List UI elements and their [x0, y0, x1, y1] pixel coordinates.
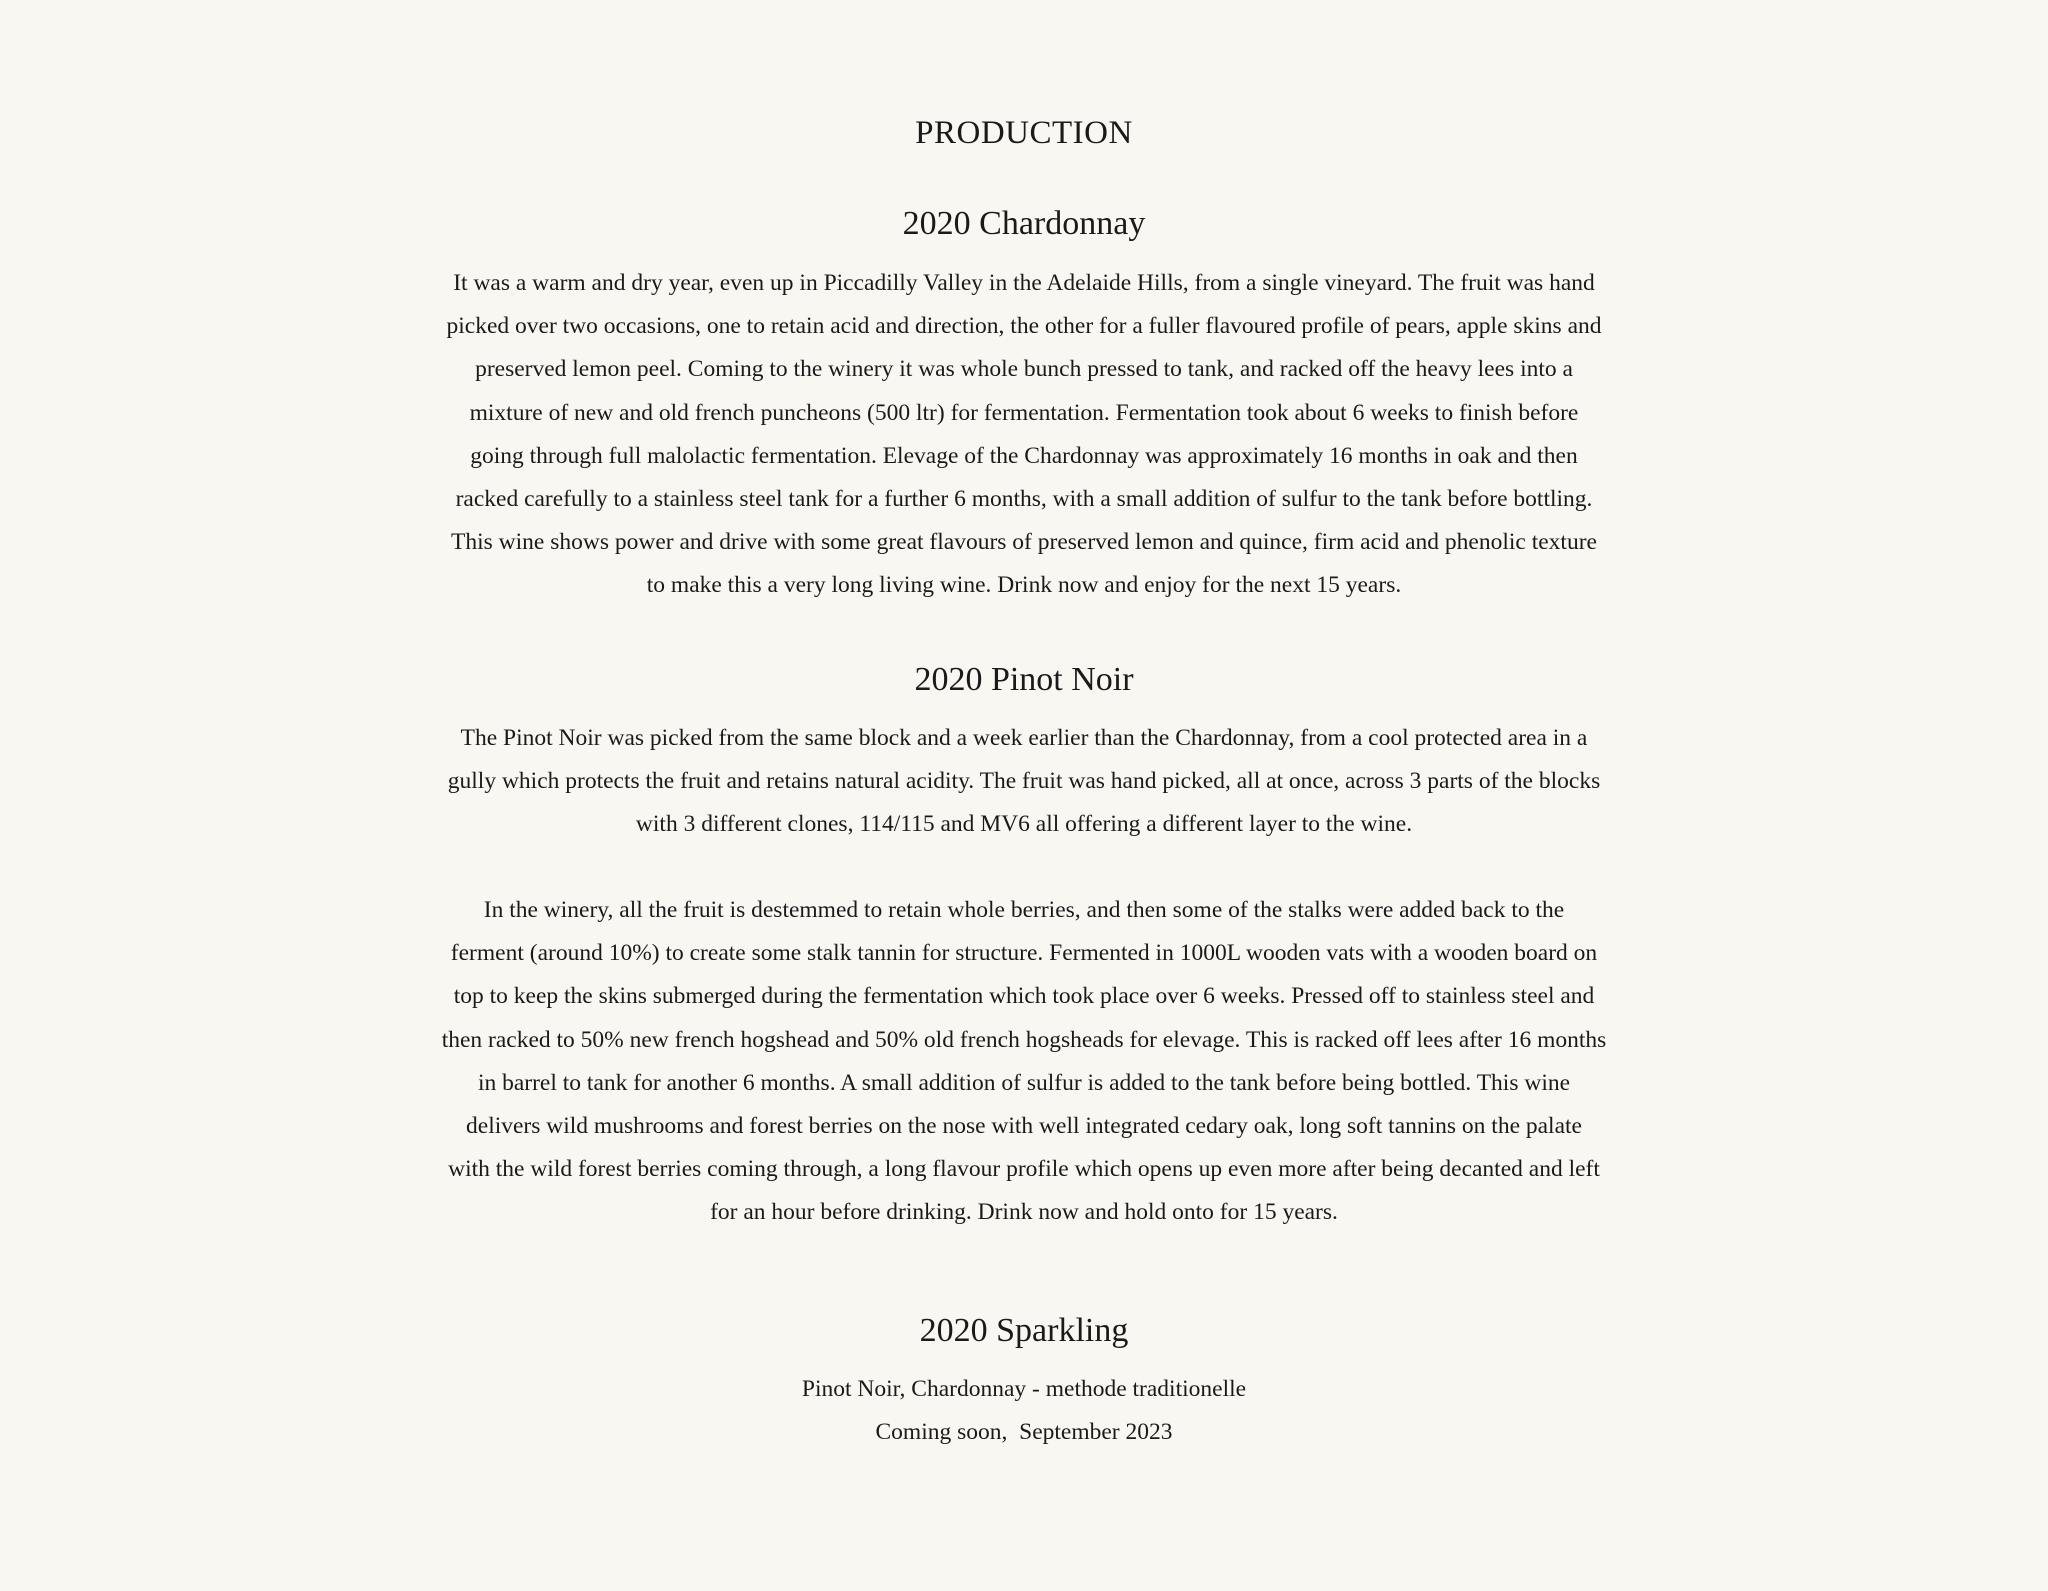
chardonnay-heading: 2020 Chardonnay	[902, 205, 1146, 242]
text-line: in barrel to tank for another 6 months. A small addition of sulfur is added to the tank before being bottled. This wine	[477, 1069, 1571, 1096]
text-line: racked carefully to a stainless steel tank for a further 6 months, with a small addition of sulfur to the tank before bottling.	[455, 486, 1593, 513]
chardonnay-description	[400, 262, 1648, 608]
page-title: PRODUCTION	[915, 115, 1133, 151]
text-line: for an hour before drinking. Drink now and hold onto for 15 years.	[710, 1199, 1338, 1226]
sparkling-description	[400, 1368, 1648, 1454]
text-line: The Pinot Noir was picked from the same block and a week earlier than the Chardonnay, from a cool protected area in a	[460, 725, 1588, 751]
pinot-noir-winery-description	[400, 889, 1648, 1235]
sparkling-heading: 2020 Sparkling	[919, 1312, 1129, 1349]
pinot-noir-heading: 2020 Pinot Noir	[914, 661, 1134, 698]
text-line: mixture of new and old french puncheons (500 ltr) for fermentation. Fermentation took about 6 weeks to finish before	[469, 399, 1579, 426]
text-line: Coming soon, September 2023	[875, 1419, 1173, 1446]
text-line: going through full malolactic fermentation. Elevage of the Chardonnay was approximately 16 months in oak and then	[470, 442, 1578, 469]
text-line: ferment (around 10%) to create some stalk tannin for structure. Fermented in 1000L wooden vats with a wooden board on	[450, 940, 1598, 967]
pinot-noir-vineyard-description	[400, 717, 1648, 847]
text-line: with 3 different clones, 114/115 and MV6 all offering a different layer to the wine.	[635, 811, 1413, 838]
text-line: In the winery, all the fruit is destemmed to retain whole berries, and then some of the stalks were added back to the	[483, 897, 1565, 923]
text-line: to make this a very long living wine. Drink now and enjoy for the next 15 years.	[646, 572, 1402, 599]
text-line: This wine shows power and drive with some great flavours of preserved lemon and quince, firm acid and phenolic texture	[451, 529, 1597, 556]
text-line: It was a warm and dry year, even up in Piccadilly Valley in the Adelaide Hills, from a single vineyard. The fruit was hand	[453, 270, 1595, 296]
text-line: then racked to 50% new french hogshead and 50% old french hogsheads for elevage. This is racked off lees after 16 months	[441, 1026, 1607, 1053]
text-line: gully which protects the fruit and retains natural acidity. The fruit was hand picked, all at once, across 3 parts of the blocks	[447, 768, 1601, 795]
text-line: with the wild forest berries coming through, a long flavour profile which opens up even more after being decanted and left	[448, 1156, 1600, 1183]
text-line: picked over two occasions, one to retain acid and direction, the other for a fuller flavoured profile of pears, apple skins and	[446, 313, 1602, 340]
text-line: top to keep the skins submerged during the fermentation which took place over 6 weeks. Pressed off to stainless steel and	[453, 983, 1595, 1010]
text-line: delivers wild mushrooms and forest berries on the nose with well integrated cedary oak, long soft tannins on the palate	[466, 1113, 1582, 1140]
text-line: preserved lemon peel. Coming to the winery it was whole bunch pressed to tank, and racked off the heavy lees into a	[475, 356, 1573, 383]
text-line: Pinot Noir, Chardonnay - methode traditionelle	[801, 1376, 1247, 1402]
